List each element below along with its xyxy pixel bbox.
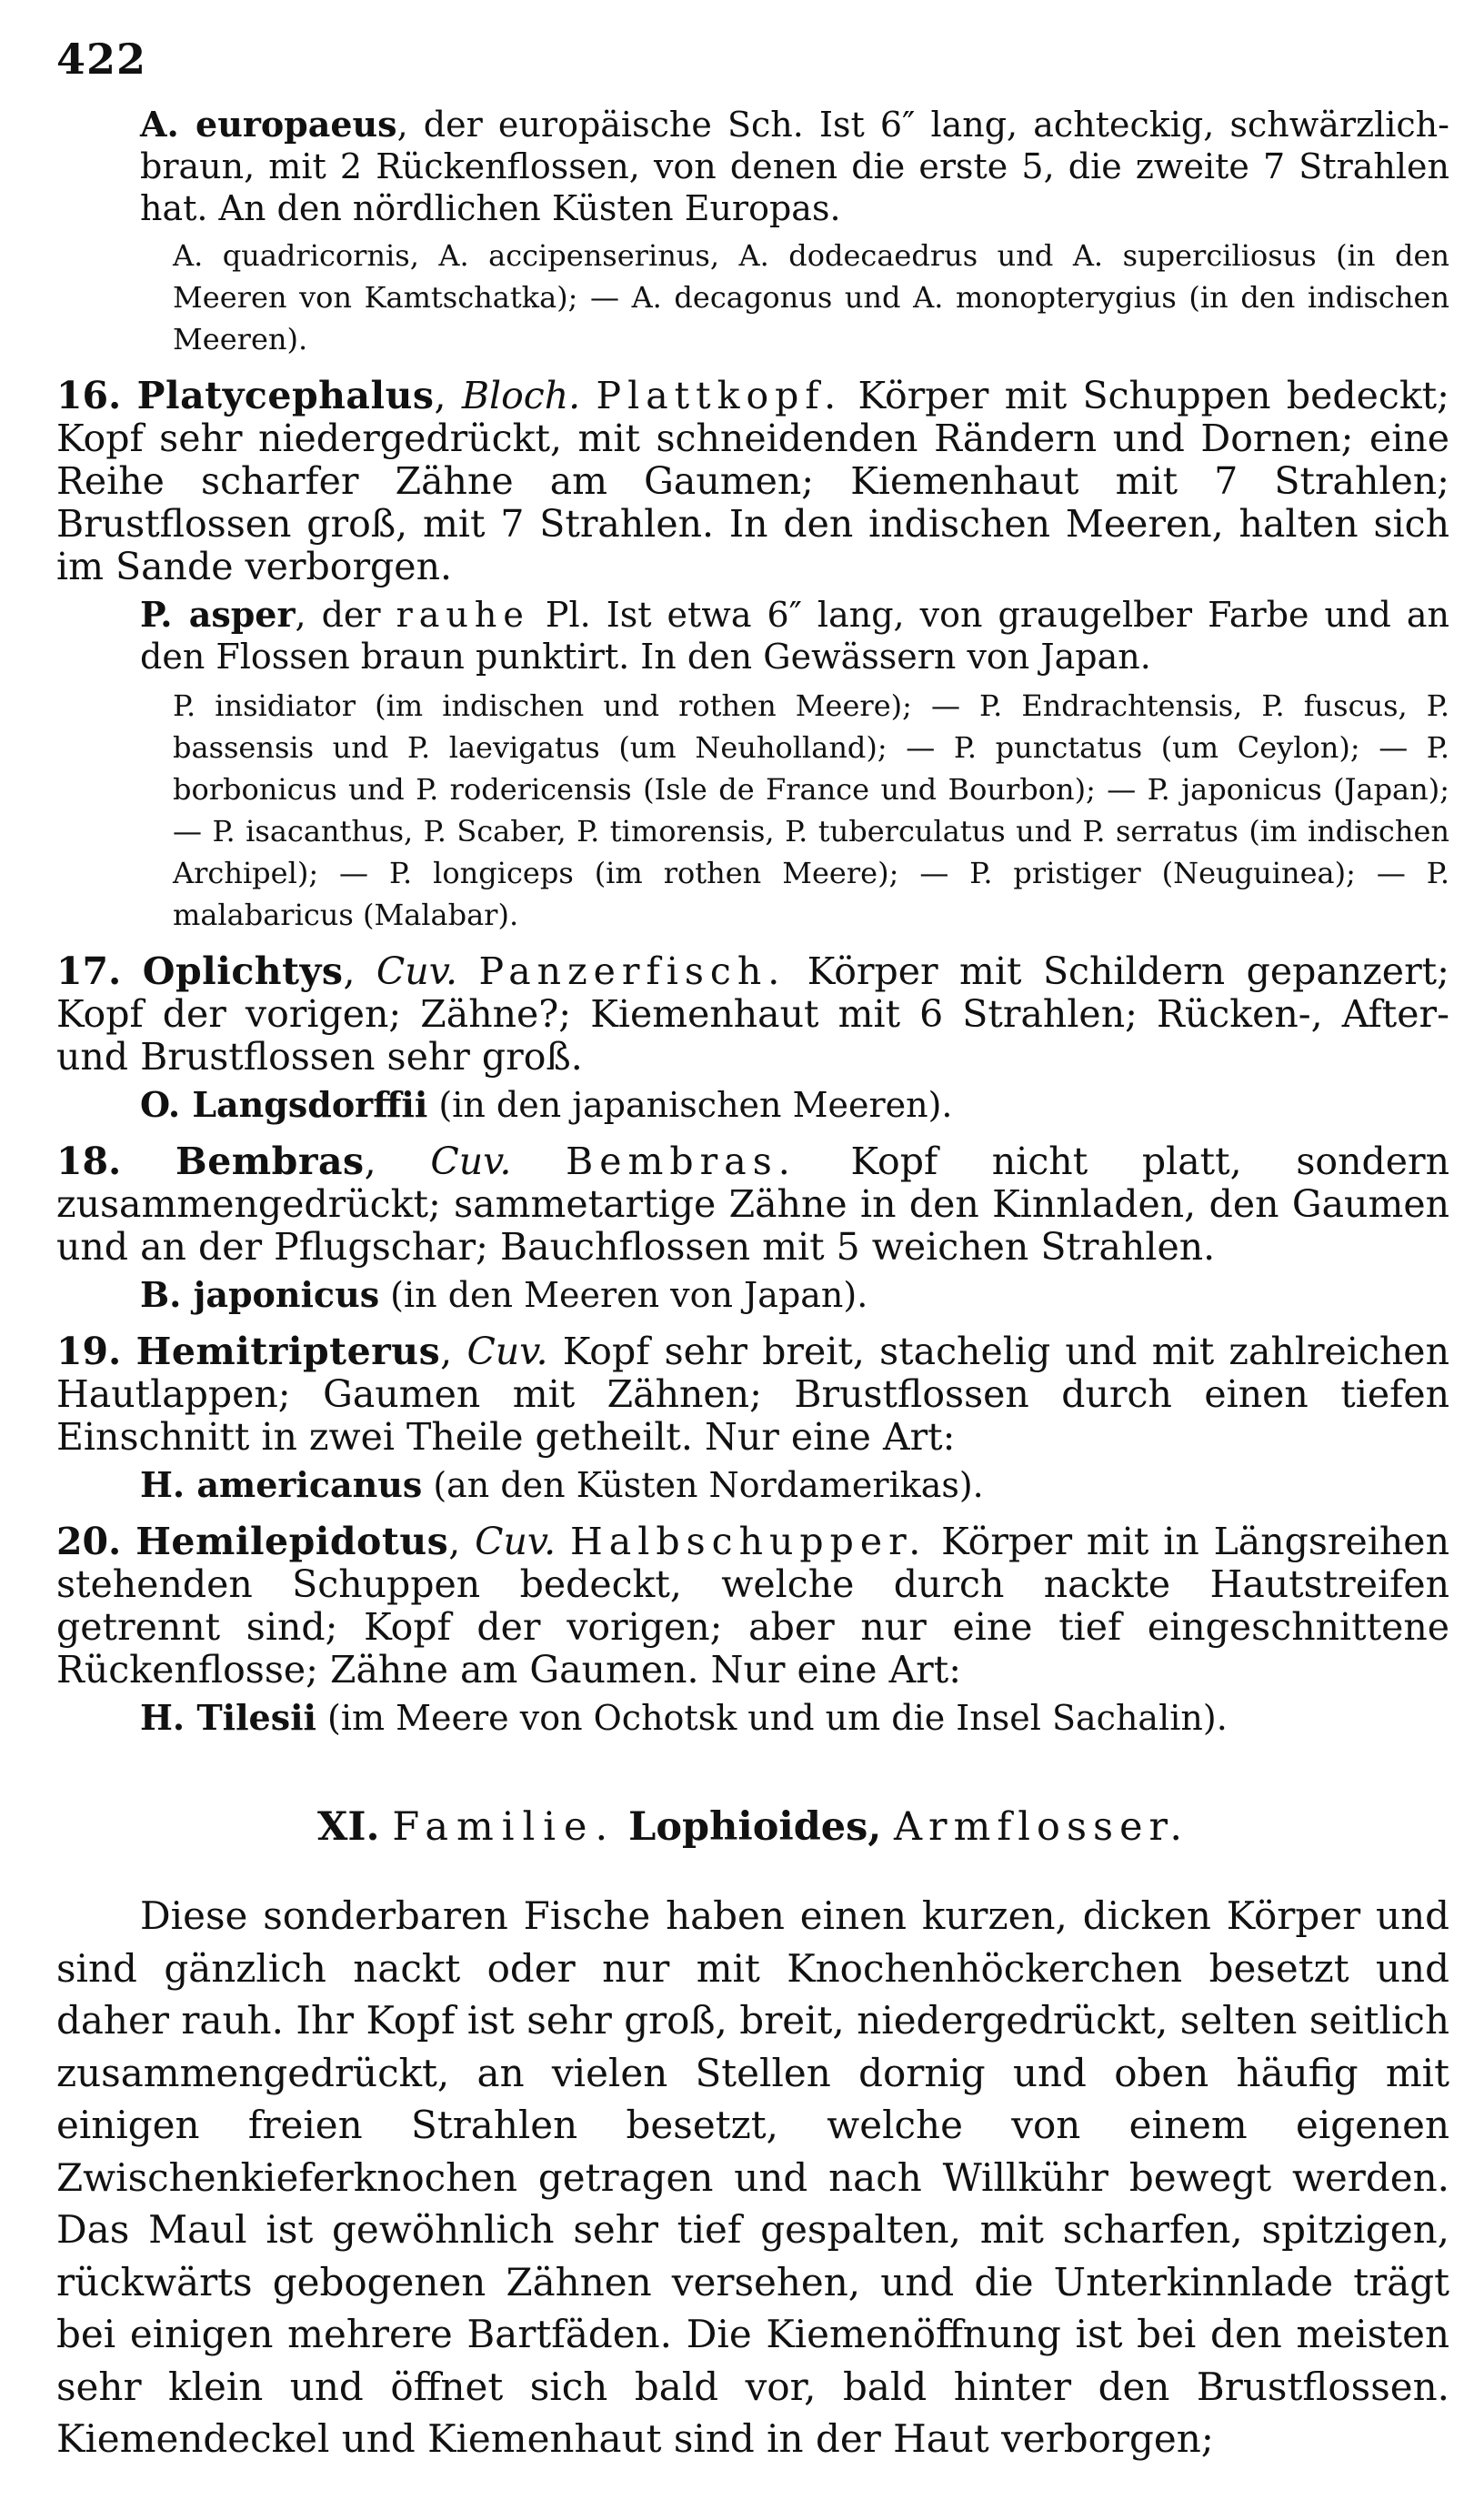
species-entry-p-asper (56, 594, 1449, 678)
genus-name: Platycephalus (136, 374, 435, 417)
genus-german-name: Bembras. (566, 1140, 797, 1183)
genus-number: 20. (56, 1520, 122, 1563)
species-description: , der europäische Sch. Ist 6″ lang, achteckig, schwärzlich-braun, mit 2 Rückenflossen, von denen die erste 5, die zweite 7 Strahlen hat. An den nördlichen Küsten Europas. (140, 105, 1449, 228)
family-german-name: Armflosser. (894, 1804, 1189, 1850)
genus-number: 18. (56, 1140, 122, 1183)
page-number: 422 (56, 35, 147, 84)
related-species-list: A. quadricornis, A. accipenserinus, A. dodecaedrus und A. superciliosus (in den Meeren von Kamtschatka); — A. decagonus und A. monopterygius (in den indischen Meeren). (173, 238, 1449, 356)
species-article: , der (295, 595, 396, 635)
genus-name: Hemilepidotus (135, 1520, 449, 1563)
family-name: Lophioides, (628, 1804, 882, 1850)
species-description: (an den Küsten Nordamerikas). (422, 1465, 984, 1505)
species-description: (in den japanischen Meeren). (427, 1085, 953, 1125)
genus-name: Oplichtys (142, 949, 344, 993)
genus-author: Cuv. (376, 949, 458, 993)
species-entry-b-japonicus (56, 1274, 1449, 1316)
species-entry-o-langsdorffii (56, 1084, 1449, 1126)
genus-german-name: Halbschupper. (570, 1520, 928, 1563)
species-description: Pl. Ist etwa 6″ lang, von graugelber Farbe und an den Flossen braun punktirt. In den Gewässern von Japan. (140, 595, 1449, 677)
species-description: (in den Meeren von Japan). (379, 1275, 868, 1315)
genus-author: Cuv. (430, 1140, 512, 1183)
species-entry-h-americanus (56, 1464, 1449, 1506)
related-species-list: P. insidiator (im indischen und rothen Meere); — P. Endrachtensis, P. fuscus, P. bassensis und P. laevigatus (um Neuholland); — P. punctatus (um Ceylon); — P. borbonicus und P. rodericensis (Isle de France und Bourbon); — P. japonicus (Japan); — P. isacanthus, P. Scaber, P. timorensis, P. tuberculatus und P. serratus (im indischen Archipel); — P. longiceps (im rothen Meere); — P. pristiger (Neuguinea); — P. malabaricus (Malabar). (173, 688, 1449, 932)
species-name: O. Langsdorffii (140, 1084, 428, 1125)
genus-entry-17: 17. Oplichtys, Cuv. Panzerfisch. Körper mit Schildern gepanzert; Kopf der vorigen; Zähne?; Kiemenhaut mit 6 Strahlen; Rücken-, After- und Brustflossen sehr groß. (56, 949, 1449, 1079)
family-label: Familie. (392, 1804, 617, 1850)
species-name: H. americanus (140, 1464, 423, 1505)
genus-description: Körper mit in Längsreihen stehenden Schuppen bedeckt, welche durch nackte Hautstreifen getrennt sind; Kopf der vorigen; aber nur eine tief eingeschnittene Rückenflosse; Zähne am Gaumen. Nur eine Art: (56, 1520, 1449, 1692)
genus-description: Körper mit Schildern gepanzert; Kopf der vorigen; Zähne?; Kiemenhaut mit 6 Strahlen; Rücken-, After- und Brustflossen sehr groß. (56, 949, 1449, 1079)
species-entry-a-europaeus (56, 104, 1449, 229)
species-name: A. europaeus (140, 104, 397, 145)
genus-number: 17. (56, 949, 122, 993)
genus-entry-16: 16. Platycephalus, Bloch. Plattkopf. Körper mit Schuppen bedeckt; Kopf sehr niedergedrückt, mit schneidenden Rändern und Dornen; eine Reihe scharfer Zähne am Gaumen; Kiemenhaut mit 7 Strahlen; Brustflossen groß, mit 7 Strahlen. In den indischen Meeren, halten sich im Sande verborgen. (56, 374, 1449, 588)
genus-number: 16. (56, 374, 122, 417)
species-entry-h-tilesii (56, 1697, 1449, 1739)
family-description-paragraph: Diese sonderbaren Fische haben einen kurzen, dicken Körper und sind gänzlich nackt oder nur mit Knochenhöckerchen besetzt und daher rauh. Ihr Kopf ist sehr groß, breit, niedergedrückt, selten seitlich zusammengedrückt, an vielen Stellen dornig und oben häufig mit einigen freien Strahlen besetzt, welche von einem eigenen Zwischenkieferknochen getragen und nach Willkühr bewegt werden. Das Maul ist gewöhnlich sehr tief gespalten, mit scharfen, spitzigen, rückwärts gebogenen Zähnen versehen, und die Unterkinnlade trägt bei einigen mehrere Bartfäden. Die Kiemenöffnung ist bei den meisten sehr klein und öffnet sich bald vor, bald hinter den Brustflossen. Kiemendeckel und Kiemenhaut sind in der Haut verborgen; (56, 1893, 1449, 2461)
genus-author: Cuv. (475, 1520, 556, 1563)
genus-description: Kopf sehr breit, stachelig und mit zahlreichen Hautlappen; Gaumen mit Zähnen; Brustflossen durch einen tiefen Einschnitt in zwei Theile getheilt. Nur eine Art: (56, 1330, 1449, 1459)
genus-author: Bloch. (461, 374, 581, 417)
genus-german-name: Plattkopf. (596, 374, 843, 417)
genus-name: Bembras (175, 1140, 365, 1183)
genus-number: 19. (56, 1330, 122, 1373)
species-name: B. japonicus (140, 1274, 380, 1315)
family-heading (56, 1804, 1449, 1850)
species-german-name: rauhe (396, 595, 530, 635)
genus-description: Körper mit Schuppen bedeckt; Kopf sehr niedergedrückt, mit schneidenden Rändern und Dornen; eine Reihe scharfer Zähne am Gaumen; Kiemenhaut mit 7 Strahlen; Brustflossen groß, mit 7 Strahlen. In den indischen Meeren, halten sich im Sande verborgen. (56, 374, 1449, 588)
family-number: XI. (316, 1804, 380, 1850)
genus-author: Cuv. (466, 1330, 548, 1373)
genus-entry-19: 19. Hemitripterus, Cuv. Kopf sehr breit, stachelig und mit zahlreichen Hautlappen; Gaumen mit Zähnen; Brustflossen durch einen tiefen Einschnitt in zwei Theile getheilt. Nur eine Art: (56, 1330, 1449, 1459)
genus-entry-20: 20. Hemilepidotus, Cuv. Halbschupper. Körper mit in Längsreihen stehenden Schuppen bedeckt, welche durch nackte Hautstreifen getrennt sind; Kopf der vorigen; aber nur eine tief eingeschnittene Rückenflosse; Zähne am Gaumen. Nur eine Art: (56, 1520, 1449, 1692)
genus-entry-18: 18. Bembras, Cuv. Bembras. Kopf nicht platt, sondern zusammengedrückt; sammetartige Zähne in den Kinnladen, den Gaumen und an der Pflugschar; Bauchflossen mit 5 weichen Strahlen. (56, 1140, 1449, 1269)
genus-german-name: Panzerfisch. (478, 949, 787, 993)
genus-name: Hemitripterus (135, 1330, 441, 1373)
genus-description: Kopf nicht platt, sondern zusammengedrückt; sammetartige Zähne in den Kinnladen, den Gaumen und an der Pflugschar; Bauchflossen mit 5 weichen Strahlen. (56, 1140, 1449, 1269)
species-description: (im Meere von Ochotsk und um die Insel Sachalin). (316, 1698, 1228, 1738)
species-name: H. Tilesii (140, 1697, 316, 1738)
species-name: P. asper (140, 594, 296, 635)
